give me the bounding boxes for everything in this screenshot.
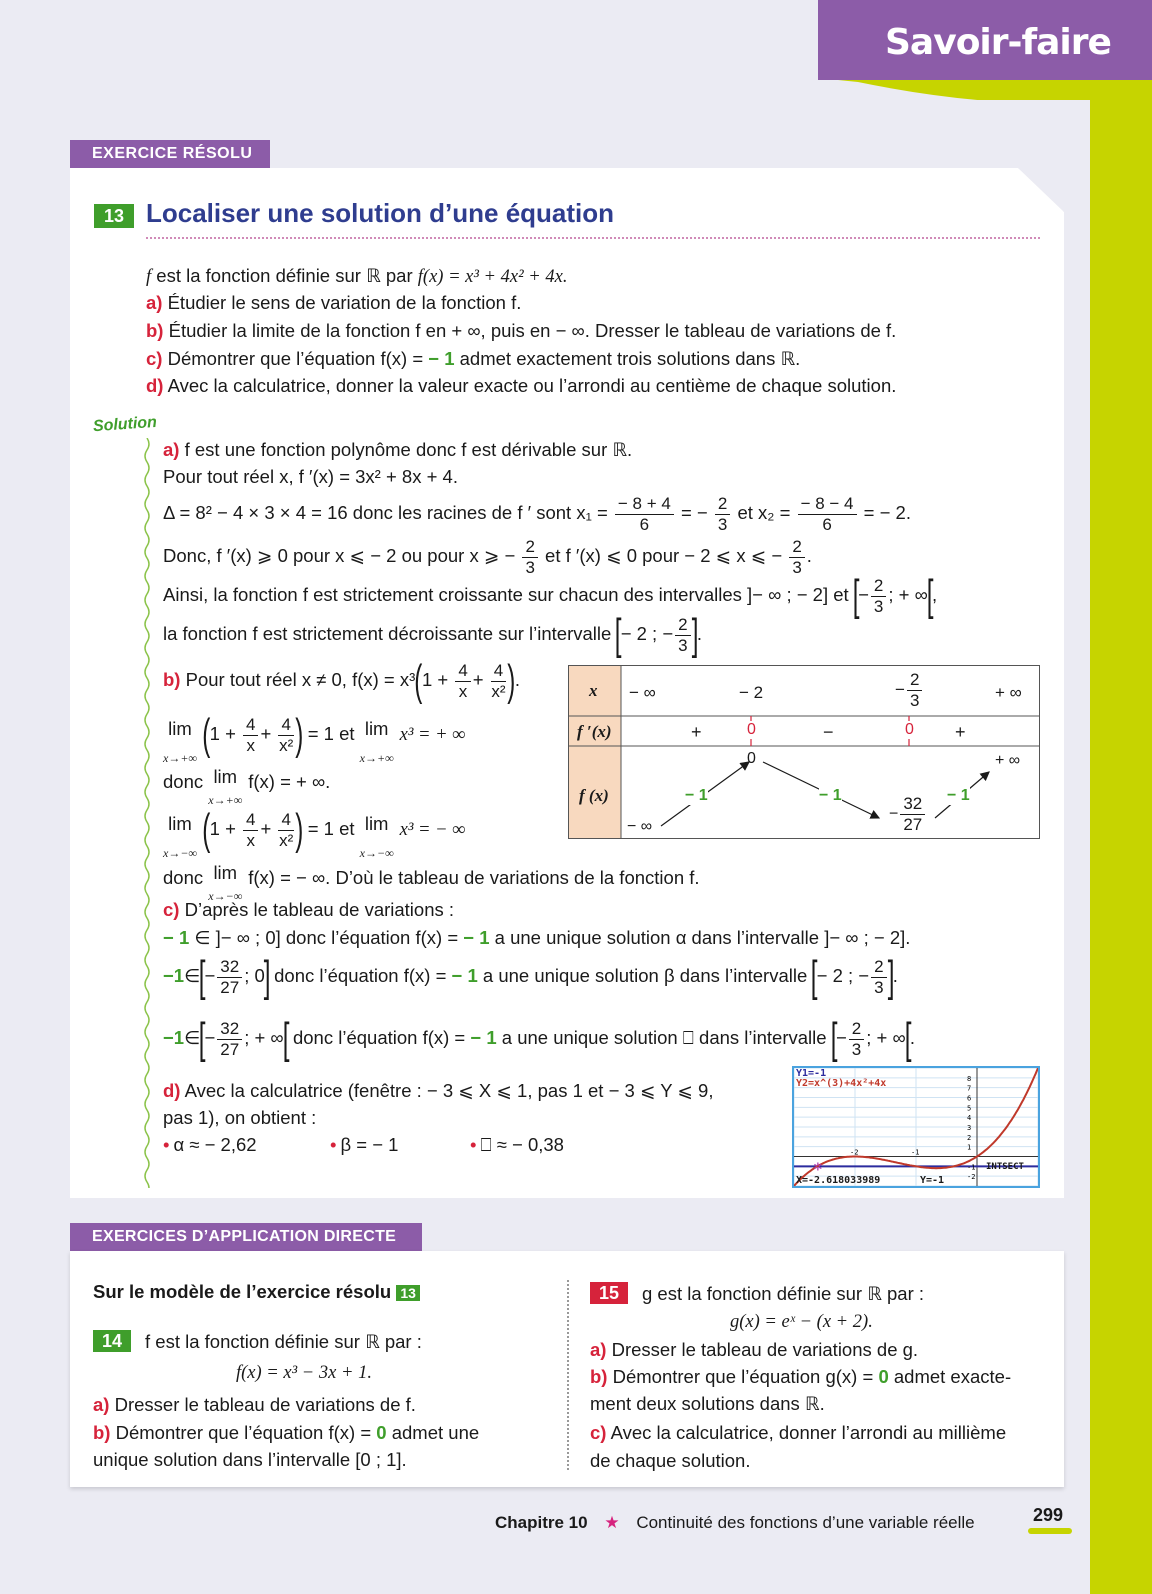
solution-a5: Ainsi, la fonction f est strictement croissante sur chacun des intervalles ]− ∞ ; − 2] et [− $\frac{2}{3}$ ; + ∞[,: [163, 571, 938, 621]
ex14-b-cont: unique solution dans l’intervalle [0 ; 1].: [93, 1449, 407, 1470]
calc-ylabel: 8: [967, 1074, 972, 1083]
statement-b: b) Étudier la limite de la fonction f en + ∞, puis en − ∞. Dresser le tableau de variations de f.: [146, 320, 897, 341]
solution-c1: − 1 ∈ ]− ∞ ; 0] donc l’équation f(x) = − 1 a une unique solution α dans l’intervalle ]− ∞ ; − 2].: [163, 927, 911, 948]
page-number: 299: [1033, 1505, 1064, 1525]
statement-d: d) Avec la calculatrice, donner la valeur exacte ou l’arrondi au centième de chaque solution.: [146, 375, 897, 396]
solution-b4: lim x→−∞ (1 + $\frac{4}{x}$ + $\frac{4}{\text{x²}}$ ) = 1 et lim x→−∞ x³ = − ∞: [163, 805, 466, 860]
vt-f-min: − $\frac{32}{27}$: [889, 794, 927, 835]
vt-row-x: x: [589, 681, 598, 700]
solution-b1: b) Pour tout réel x ≠ 0, f(x) = x³(1 + $\frac{4}{x}$ + $\frac{4}{\text{x²}}$ ).: [163, 656, 520, 706]
statement-intro: f est la fonction définie sur ℝ par f(x) = x³ + 4x² + 4x.: [146, 265, 568, 287]
solution-result-2: • ⎕ ≈ − 0,38: [470, 1134, 564, 1155]
vt-sign-1: 0: [747, 721, 756, 738]
ex14-eq: f(x) = x³ − 3x + 1.: [236, 1363, 372, 1383]
footer-star-icon: ★: [604, 1513, 620, 1532]
calc-xlabel: -2: [850, 1148, 859, 1157]
ex14-badge: 14: [93, 1330, 131, 1352]
variation-table: [568, 665, 1040, 839]
ex14-a: a) Dresser le tableau de variations de f.: [93, 1394, 416, 1415]
exercise-title: Localiser une solution d’une équation: [146, 198, 615, 228]
vt-x-3: + ∞: [995, 683, 1022, 702]
solution-b2: lim x→+∞ (1 + $\frac{4}{x}$ + $\frac{4}{\text{x²}}$ ) = 1 et lim x→+∞ x³ = + ∞: [163, 710, 466, 765]
footer: [495, 1513, 975, 1533]
solution-a3: Δ = 8² − 4 × 3 × 4 = 16 donc les racines de f ′ sont x₁ = $\frac{- 8 + 4}{6}$ = − $\frac{2}{3}$ et x₂ = $\frac{- 8 - 4}{6}$ = − 2.: [163, 493, 911, 534]
calc-xlabel: -1: [911, 1148, 920, 1157]
ex15-c: c) Avec la calculatrice, donner l’arrondi au millième: [590, 1422, 1007, 1443]
calc-bottom-y: Y=-1: [920, 1175, 945, 1186]
footer-title: Continuité des fonctions d’une variable réelle: [636, 1513, 975, 1532]
calc-ylabel: 3: [967, 1124, 972, 1132]
vt-f-right: + ∞: [995, 752, 1021, 769]
ex15-b-cont: ment deux solutions dans ℝ.: [590, 1393, 825, 1414]
ex15-intro: g est la fonction définie sur ℝ par :: [642, 1283, 925, 1304]
applications-divider: [567, 1280, 569, 1470]
vt-cross-0: − 1: [685, 787, 708, 804]
solution-d1: d) Avec la calculatrice (fenêtre : − 3 ⩽ X ⩽ 1, pas 1 et − 3 ⩽ Y ⩽ 9,: [163, 1080, 714, 1101]
solution-wavy-line: [142, 438, 152, 1188]
vt-x-0: − ∞: [629, 683, 656, 702]
footer-chapter: Chapitre 10: [495, 1513, 588, 1532]
calc-ylabel: 5: [967, 1104, 972, 1113]
section-label-resolved: EXERCICE RÉSOLU: [70, 140, 270, 168]
solution-b5: donc lim x→−∞ f(x) = − ∞. D’où le tableau de variations de la fonction f.: [163, 862, 700, 903]
calc-ylabel: 4: [967, 1114, 972, 1123]
vt-cross-2: − 1: [947, 787, 970, 804]
calc-ylabel: 6: [967, 1094, 972, 1103]
calc-intsect: INTSECT: [986, 1162, 1024, 1172]
statement-a: a) Étudier le sens de variation de la fonction f.: [146, 292, 522, 313]
calculator-screen: [792, 1066, 1040, 1188]
ex15-eq: g(x) = eˣ − (x + 2).: [730, 1312, 873, 1332]
vt-x-1: − 2: [739, 683, 764, 702]
calc-ylabel: 7: [967, 1084, 972, 1093]
side-bar: [1090, 0, 1152, 1594]
vt-sign-3: 0: [905, 721, 914, 738]
vt-f-max: 0: [747, 750, 756, 767]
calc-ylabel: -2: [967, 1173, 976, 1182]
solution-c3: −1∈[− $\frac{32}{27}$ ; + ∞[ donc l’équation f(x) = − 1 a une unique solution ⎕ dans l’intervalle [− $\frac{2}{3}$ ; + ∞[.: [163, 1014, 916, 1064]
vt-sign-2: −: [823, 722, 834, 742]
vt-cross-1: − 1: [819, 787, 842, 804]
solution-result-0: • α ≈ − 2,62: [163, 1134, 257, 1155]
ex15-a: a) Dresser le tableau de variations de g.: [590, 1339, 919, 1360]
vt-row-fp: f ′(x): [577, 722, 612, 741]
vt-f-left: − ∞: [627, 818, 653, 835]
solution-c0: c) D’après le tableau de variations :: [163, 899, 455, 920]
ex14-b: b) Démontrer que l’équation f(x) = 0 admet une: [93, 1422, 480, 1443]
ex14-intro: f est la fonction définie sur ℝ par :: [145, 1331, 422, 1352]
solution-label: Solution: [92, 413, 158, 436]
solution-result-1: • β = − 1: [330, 1134, 399, 1155]
vt-sign-4: +: [955, 722, 966, 742]
calc-bottom-x: X=-2.618033989: [796, 1175, 881, 1186]
solution-a2: Pour tout réel x, f ′(x) = 3x² + 8x + 4.: [163, 466, 458, 487]
model-badge: 13: [396, 1285, 420, 1301]
calc-ylabel: -1: [967, 1163, 976, 1172]
ex15-badge: 15: [590, 1282, 628, 1304]
title-divider: [146, 237, 1040, 239]
section-label-applications: EXERCICES D’APPLICATION DIRECTE: [70, 1223, 422, 1251]
solution-a1: a) f est une fonction polynôme donc f est dérivable sur ℝ.: [163, 439, 633, 460]
calc-ylabel: 2: [967, 1133, 972, 1142]
calc-line2: Y2=x^(3)+4x²+4x: [796, 1078, 887, 1089]
calc-ylabel: 1: [967, 1143, 972, 1152]
vt-x-2: − $\frac{2}{3}$: [895, 670, 924, 711]
exercise-number-badge: 13: [94, 204, 134, 228]
solution-b3: donc lim x→+∞ f(x) = + ∞.: [163, 766, 331, 807]
solution-a4: Donc, f ′(x) ⩾ 0 pour x ⩽ − 2 ou pour x ⩾ − $\frac{2}{3}$ et f ′(x) ⩽ 0 pour − 2 ⩽ x ⩽ − $\frac{2}{3}$ .: [163, 536, 812, 577]
solution-d2: pas 1), on obtient :: [163, 1107, 317, 1128]
header-tab-title: Savoir-faire: [885, 22, 1111, 63]
page-number-underline: [1028, 1528, 1072, 1534]
model-text: Sur le modèle de l’exercice résolu 13: [93, 1280, 420, 1305]
solution-c2: −1∈[− $\frac{32}{27}$ ; 0] donc l’équation f(x) = − 1 a une unique solution β dans l’intervalle [− 2 ; − $\frac{2}{3}$ ].: [163, 952, 898, 1002]
svg-text:✲: ✲: [813, 1161, 823, 1174]
vt-sign-0: +: [691, 722, 702, 742]
vt-row-f: f (x): [579, 786, 609, 805]
calc-line1: Y1=-1: [796, 1068, 827, 1079]
solution-a6: la fonction f est strictement décroissante sur l’intervalle [− 2 ; − $\frac{2}{3}$ ].: [163, 610, 702, 660]
ex15-c-cont: de chaque solution.: [590, 1450, 751, 1471]
statement-c: c) Démontrer que l’équation f(x) = − 1 admet exactement trois solutions dans ℝ.: [146, 348, 801, 369]
ex15-b: b) Démontrer que l’équation g(x) = 0 admet exacte-: [590, 1366, 1012, 1387]
